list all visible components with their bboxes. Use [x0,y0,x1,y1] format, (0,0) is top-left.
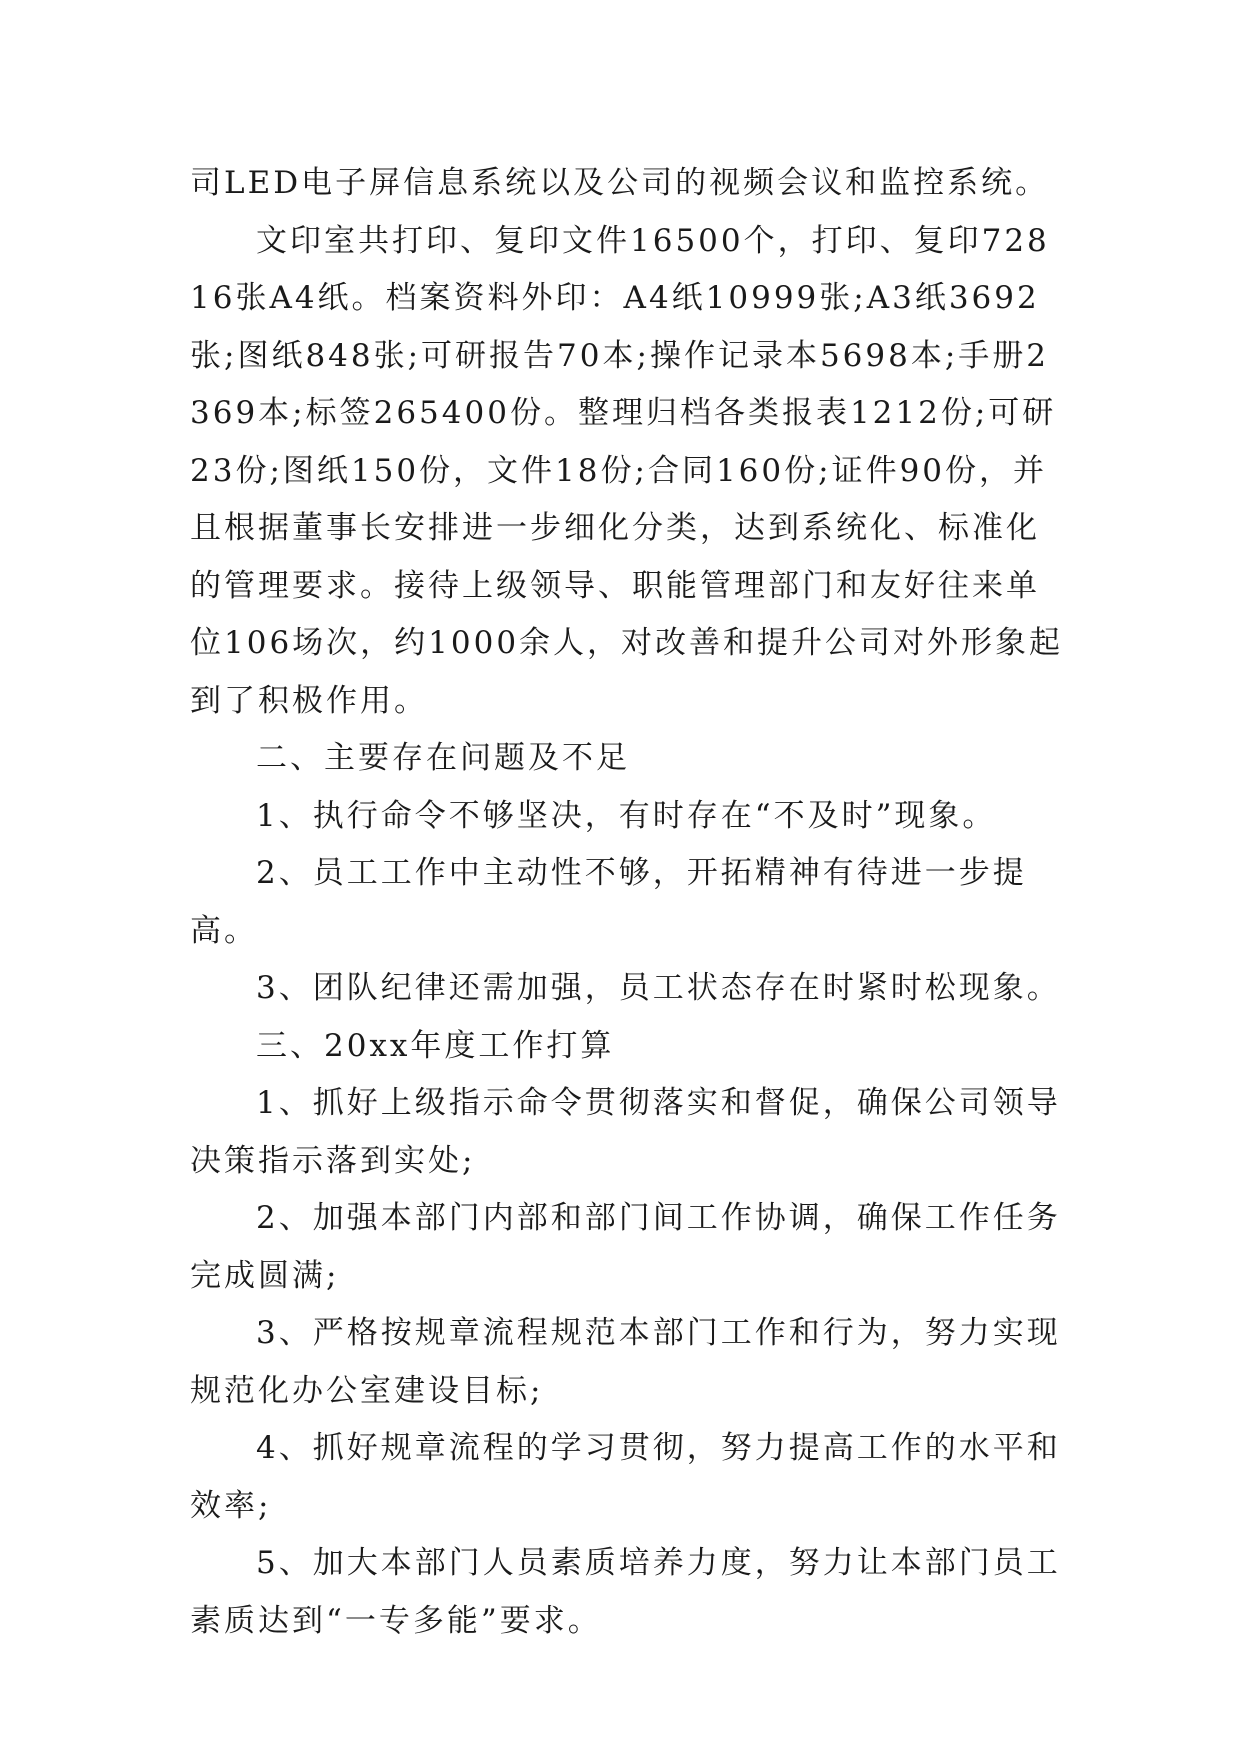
plan-item-5: 5、加大本部门人员素质培养力度，努力让本部门员工素质达到“一专多能”要求。 [190,1545,1061,1639]
problem-item-3: 3、团队纪律还需加强，员工状态存在时紧时松现象。 [256,970,1061,1006]
plan-item-2: 2、加强本部门内部和部门间工作协调，确保工作任务完成圆满; [190,1200,1061,1294]
paragraph-print-room-stats: 文印室共打印、复印文件16500个，打印、复印72816张A4纸。档案资料外印：A4纸10999张;A3纸3692张;图纸848张;可研报告70本;操作记录本5698本;手册2369本;标签265400份。整理归档各类报表1212份;可研23份;图纸150份，文件18份;合同160份;证件90份，并且根据董事长安排进一步细化分类，达到系统化、标准化的管理要求。接待上级领导、职能管理部门和友好往来单位106场次，约1000余人，对改善和提升公司对外形象起到了积极作用。 [190,222,1064,719]
plan-item-4: 4、抓好规章流程的学习贯彻，努力提高工作的水平和效率; [190,1430,1061,1524]
plan-item-1: 1、抓好上级指示命令贯彻落实和督促，确保公司领导决策指示落到实处; [190,1085,1061,1179]
section-heading-problems: 二、主要存在问题及不足 [256,740,630,776]
paragraph-continuation: 司LED电子屏信息系统以及公司的视频会议和监控系统。 [190,165,1050,201]
problem-item-1: 1、执行命令不够坚决，有时存在“不及时”现象。 [256,797,997,834]
plan-item-3: 3、严格按规章流程规范本部门工作和行为，努力实现规范化办公室建设目标; [190,1315,1061,1409]
document-body [190,155,1070,1650]
section-heading-plans: 三、20xx年度工作打算 [256,1027,615,1064]
problem-item-2: 2、员工工作中主动性不够，开拓精神有待进一步提高。 [190,855,1027,949]
